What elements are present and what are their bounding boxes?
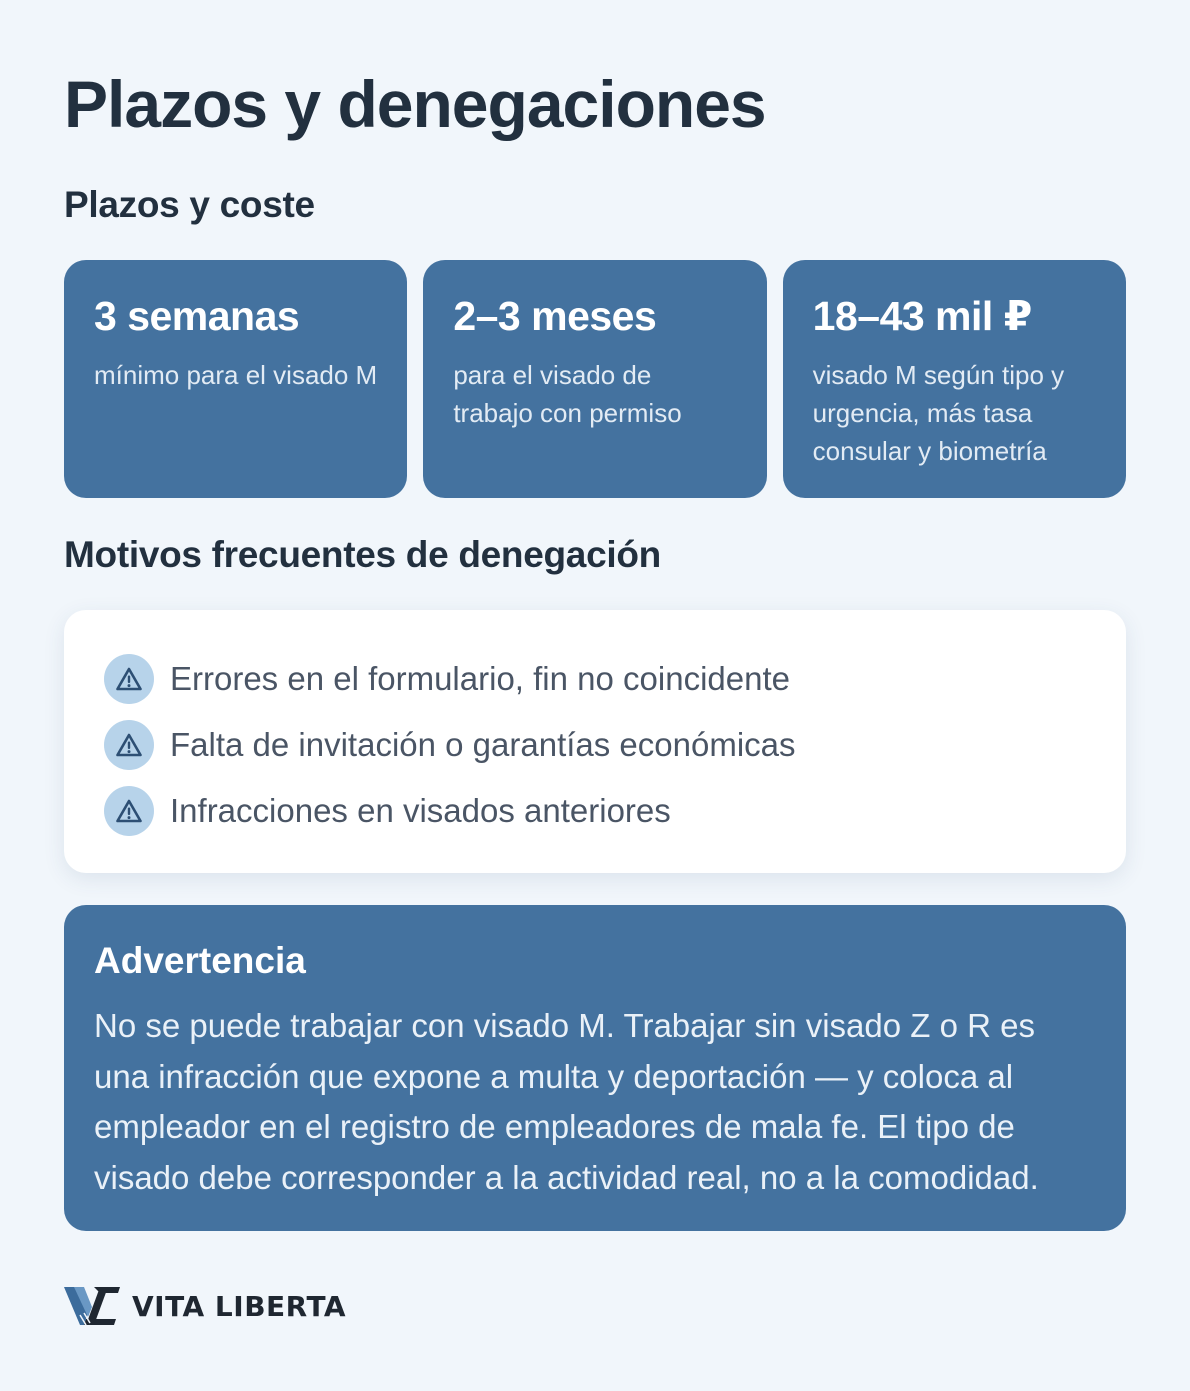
stat-card — [64, 260, 407, 498]
stat-caption: visado M según tipo y urgencia, más tasa consular y biometría — [812, 360, 1065, 466]
stat-caption: mínimo para el visado M — [94, 360, 378, 390]
stat-card — [423, 260, 766, 498]
list-item — [104, 712, 1086, 778]
list-item — [104, 646, 1086, 712]
brand-name: VITA LIBERTA — [132, 1289, 347, 1323]
stats-row — [64, 260, 1126, 498]
denials-heading: Motivos frecuentes de denegación — [64, 534, 661, 575]
page-title: Plazos y denegaciones — [64, 67, 766, 141]
brand — [64, 1285, 346, 1327]
warning-triangle-icon — [104, 720, 154, 770]
reason-text: Errores en el formulario, fin no coincidente — [170, 660, 790, 697]
reason-text: Falta de invitación o garantías económicas — [170, 726, 796, 763]
stat-caption: para el visado de trabajo con permiso — [453, 360, 682, 428]
warning-callout — [64, 905, 1126, 1231]
costs-heading: Plazos y coste — [64, 184, 315, 225]
list-item — [104, 778, 1086, 844]
denial-reasons-card — [64, 610, 1126, 873]
stat-value: 18–43 mil ₽ — [812, 293, 1032, 339]
warning-title: Advertencia — [94, 940, 306, 981]
warning-body: No se puede trabajar con visado M. Trabajar sin visado Z o R es una infracción que expone a multa y deportación — y coloca al empleador en el registro de empleadores de mala fe. El tipo de visado debe corresponder a la actividad real, no a la comodidad. — [94, 1007, 1039, 1196]
warning-triangle-icon — [104, 654, 154, 704]
reason-text: Infracciones en visados anteriores — [170, 792, 671, 829]
stat-value: 3 semanas — [94, 293, 300, 339]
warning-triangle-icon — [104, 786, 154, 836]
vita-liberta-logo-icon — [64, 1285, 120, 1327]
stat-value: 2–3 meses — [453, 293, 657, 339]
stat-card — [783, 260, 1126, 498]
